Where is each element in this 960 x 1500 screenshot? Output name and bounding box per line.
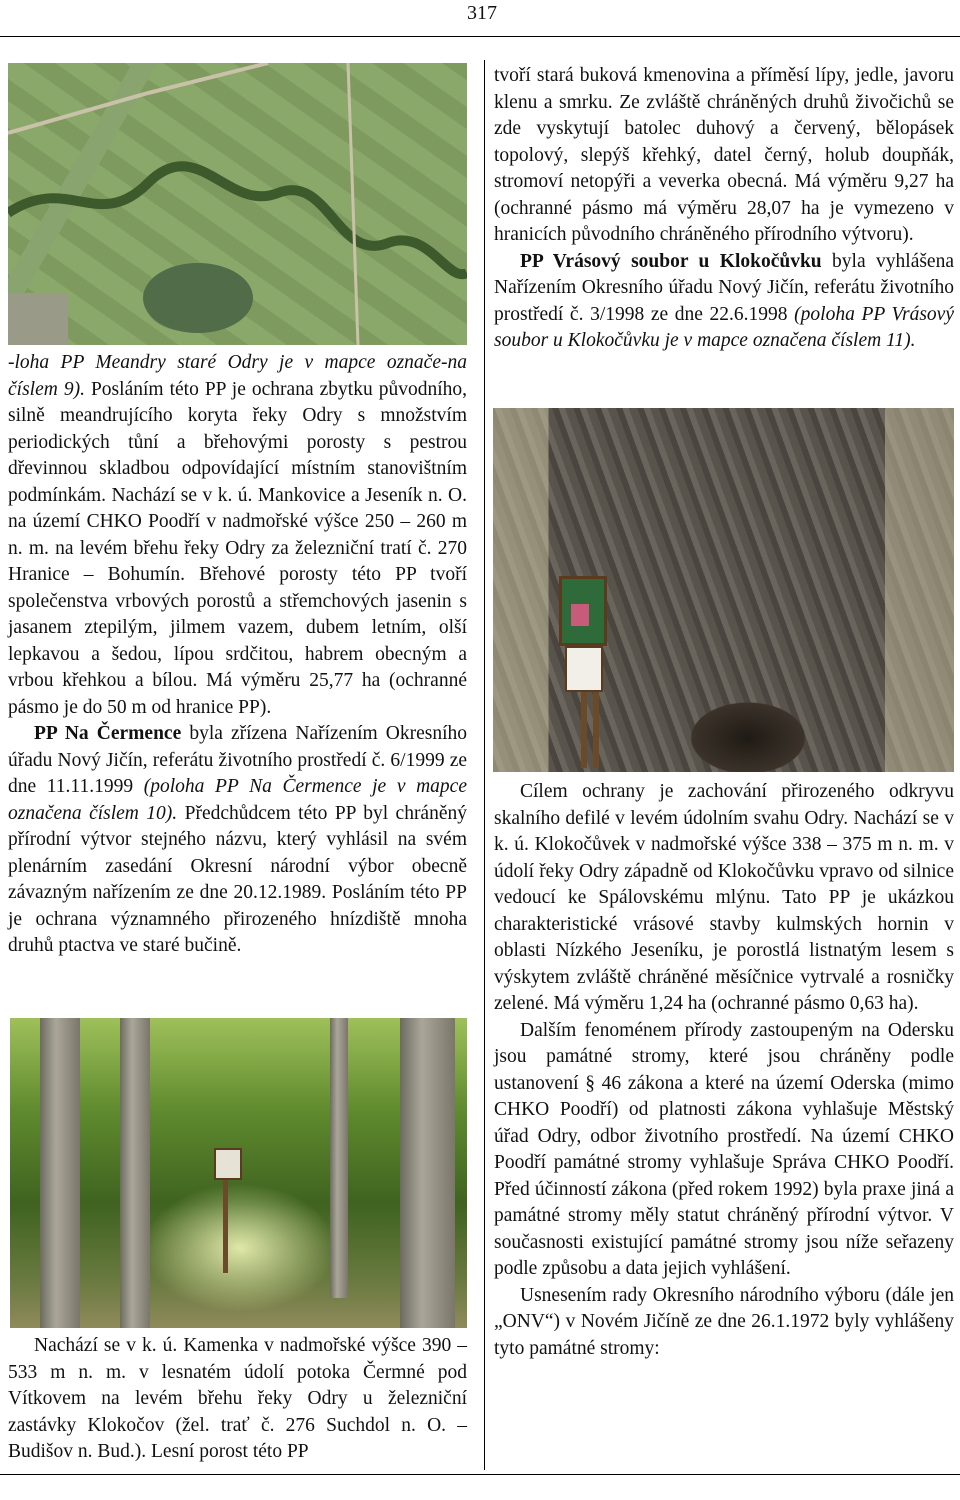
top-rule — [0, 36, 960, 37]
column-divider — [484, 60, 485, 1470]
forest-photo-cermenka — [10, 1018, 467, 1328]
paragraph-cermenka-rest: Předchůdcem této PP byl chráněný přírodní výtvor stejného názvu, který vyhlásil na svém plenárním zasedání Okresní národní výbor obecně závazným nařízením ze dne 20.12.1989. Posláním této PP je ochrana významného přirozeného hnízdiště mnoha druhů ptactva ve staré bučině. — [8, 802, 467, 956]
paragraph-meandry-body: Posláním této PP je ochrana zbytku původního, silně meandrujícího koryta řeky Odry s množstvím periodických tůní a břehovými porosty s pestrou dřevinnou skladbou odpovídající místním stanovištním podmínkám. Nachází se v k. ú. Mankovice a Jeseník n. O. na území CHKO Poodří v nadmořské výšce 250 – 260 m n. m. na levém břehu řeky Odry za železniční tratí č. 270 Hranice – Bohumín. Břehové porosty této PP tvoří společenstva vrbových porostů a střemchových jasenin s jasanem ztepilým, jilmem vazem, dubem letním, olší lepkavou a šedou, lípou srdčitou, habrem obecným a vrbou křehkou a bílou. Má výměru 25,77 ha (ochranné pásmo je do 50 m od hranice PP). — [8, 378, 467, 718]
sign-emblem — [214, 1148, 242, 1180]
tree-trunk — [40, 1018, 80, 1328]
paragraph-pamatne-stromy: Dalším fenoménem přírody zastoupeným na Odersku jsou památné stromy, které jsou chráněny podle ustanovení § 46 zákona a které na území Oderska (mimo CHKO Poodří) od platnosti zákona vyhlašuje Městský úřad Odry, odbor životního prostředí. Na území CHKO Poodří památné stromy vyhlašuje Správa CHKO Poodří. Před účinností zákona (před rokem 1992) byla praxe jiná a památné stromy měly statut chráněný přírodní výtvor. V současnosti existující památné stromy jsou níže seřazeny podle způsobu a data jejich vyhlášení. — [494, 1019, 954, 1279]
right-column-text-bottom — [494, 779, 954, 1362]
tree-trunk — [400, 1018, 455, 1328]
sign-notice — [565, 646, 603, 692]
heading-pp-na-cermence: PP Na Čermence — [34, 723, 182, 744]
river-meander-graphic — [8, 63, 467, 345]
tree-trunk — [330, 1018, 348, 1298]
paragraph-usneseni-onv: Usnesením rady Okresního národního výboru (dále jen „ONV“) v Novém Jičíně ze dne 26.1.1972 byly vyhlášeny tyto památné stromy: — [494, 1284, 954, 1359]
paragraph-cermenka-italic: (poloha PP Na Čermence je v mapce označena číslem 10). — [8, 776, 467, 824]
heading-pp-vrasovy-soubor: PP Vrásový soubor u Klokočůvku — [520, 250, 822, 272]
paragraph-vrasovy-soubor — [494, 249, 954, 355]
left-column-text-bottom — [8, 1333, 467, 1466]
page-number: 317 — [467, 2, 497, 24]
rock-photo-klokocuvek — [493, 408, 954, 772]
paragraph-kamenka: Nachází se v k. ú. Kamenka v nadmořské výšce 390 – 533 m n. m. v lesnatém údolí potoka Čermné pod Vítkovem na levém břehu řeky Odry u železniční zastávky Klokočov (žel. trať č. 276 Suchdol n. O. – Budišov n. Bud.). Lesní porost této PP — [8, 1335, 467, 1462]
paragraph-meandry — [8, 350, 467, 721]
caption-tail: -loha PP Meandry staré Odry je v mapce označe-na číslem 9). — [8, 352, 467, 400]
left-column-text-top — [8, 350, 467, 960]
right-column-text-top — [494, 63, 954, 355]
paragraph-vrasovy-text: byla vyhlášena Nařízením Okresního úřadu Nový Jičín, referátu životního prostředí č. 3/1998 ze dne 22.6.1998 — [494, 250, 954, 325]
paragraph-vrasovy-italic: (poloha PP Vrásový soubor u Klokočůvku je v mapce označena číslem 11). — [494, 303, 954, 351]
paragraph-cil-ochrany: Cílem ochrany je zachování přirozeného odkryvu skalního defilé v levém údolním svahu Odry. Nachází se v k. ú. Klokočůvek v nadmořské výšce 338 – 375 m n. m. v údolí řeky Odry západně od Klokočůvku vpravo od silnice vedoucí ke Spálovskému mlýnu. Tato PP je ukázkou charakteristické vrásové stavby kulmských hornin v oblasti Nízkého Jeseníku, je porostlá listnatým lesem s výskytem zvláště chráněné měsíčnice vytrvalé a rosničky zelené. Má výměru 1,24 ha (ochranné pásmo 0,63 ha). — [494, 781, 954, 1014]
sign-post — [223, 1173, 228, 1273]
aerial-photo-meanders — [8, 63, 467, 345]
tree-trunk — [120, 1018, 150, 1328]
paragraph-cermenka-text: byla zřízena Nařízením Okresního úřadu Nový Jičín, referátu životního prostředí č. 6/1999 ze dne 11.11.1999 — [8, 723, 467, 797]
sign-emblem — [571, 604, 589, 626]
paragraph-bucina: tvoří stará buková kmenovina a příměsí lípy, jedle, javoru klenu a smrku. Ze zvláště chráněných druhů živočichů se zde vyskytují batolec duhový a červený, bělopásek topolový, slepýš křehký, datel černý, holub doupňák, stromoví netopýři a veverka obecná. Má výměru 9,27 ha (ochranné pásmo má výměru 28,07 ha je vymezeno v hranicích původního chráněného přírodního výtvoru). — [494, 65, 954, 245]
bottom-rule — [0, 1474, 960, 1475]
paragraph-cermenka — [8, 721, 467, 960]
